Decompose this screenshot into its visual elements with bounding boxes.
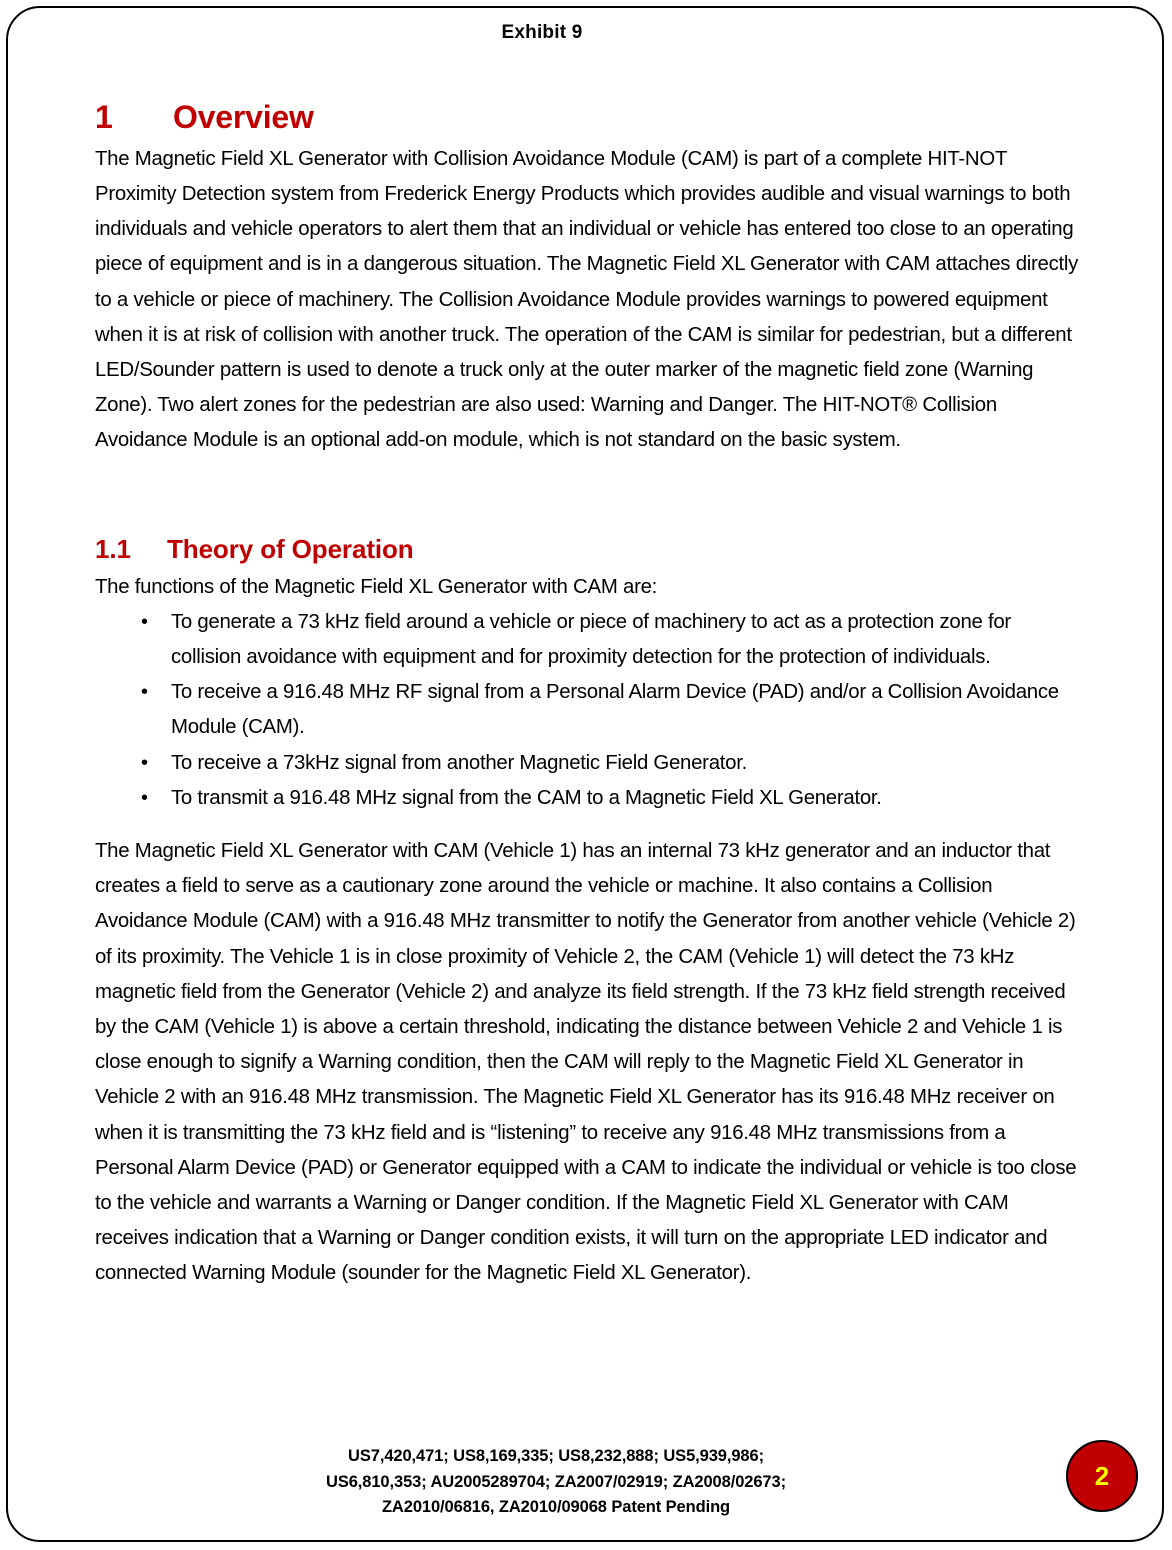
bullet-icon: • (141, 751, 148, 774)
list-item-label: To generate a 73 kHz field around a vehicle or piece of machinery to act as a protection zone for collision avoidance with equipment and for proximity detection for the protection of individuals. (171, 610, 1011, 668)
patent-line-2: US6,810,353; AU2005289704; ZA2007/02919; ZA2008/02673; (326, 1472, 786, 1491)
patent-notice (0, 1444, 1172, 1521)
list-paragraph-spacer (95, 816, 1080, 834)
page-number: 2 (1094, 1461, 1110, 1491)
section-1-1-intro: The functions of the Magnetic Field XL Generator with CAM are: (95, 575, 658, 598)
section-1-title: Overview (173, 99, 314, 135)
section-1-1-paragraph: The Magnetic Field XL Generator with CAM (Vehicle 1) has an internal 73 kHz generator and an inductor that creates a field to serve as a cautionary zone around the vehicle or machine. It also contains a Collision Avoidance Module (CAM) with a 916.48 MHz transmitter to notify the Generator from another vehicle (Vehicle 2) of its proximity. The Vehicle 1 is in close proximity of Vehicle 2, the CAM (Vehicle 1) will detect the 73 kHz magnetic field from the Generator (Vehicle 2) and analyze its field strength. If the 73 kHz field strength received by the CAM (Vehicle 1) is above a certain threshold, indicating the distance between Vehicle 2 and Vehicle 1 is close enough to signify a Warning condition, then the CAM will reply to the Magnetic Field XL Generator in Vehicle 2 with an 916.48 MHz transmission. The Magnetic Field XL Generator has its 916.48 MHz receiver on when it is transmitting the 73 kHz field and is “listening” to receive any 916.48 MHz transmissions from a Personal Alarm Device (PAD) or Generator equipped with a CAM to indicate the individual or vehicle is too close to the vehicle and warrants a Warning or Danger condition. If the Magnetic Field XL Generator with CAM receives indication that a Warning or Danger condition exists, it will turn on the appropriate LED indicator and connected Warning Module (sounder for the Magnetic Field XL Generator). (95, 839, 1077, 1285)
document-content (95, 100, 1080, 1292)
functions-bullet-list (95, 605, 1080, 816)
list-item-label: To transmit a 916.48 MHz signal from the CAM to a Magnetic Field XL Generator. (171, 786, 882, 809)
exhibit-label: Exhibit 9 (501, 22, 583, 43)
list-item (95, 675, 1080, 745)
section-1-1-title: Theory of Operation (167, 533, 414, 564)
list-item (95, 781, 1080, 816)
page-footer (0, 1422, 1172, 1532)
page-number-badge (1066, 1440, 1138, 1512)
section-1-number: 1 (95, 99, 113, 135)
list-item-label: To receive a 916.48 MHz RF signal from a Personal Alarm Device (PAD) and/or a Collision Avoidance Module (CAM). (171, 681, 1059, 739)
list-item (95, 605, 1080, 675)
patent-line-3: ZA2010/06816, ZA2010/09068 Patent Pending (381, 1498, 731, 1516)
page-header (0, 22, 1172, 44)
patent-line-1: US7,420,471; US8,169,335; US8,232,888; US5,939,986; (348, 1447, 764, 1465)
section-1-1-heading (95, 535, 1080, 565)
section-1-paragraph: The Magnetic Field XL Generator with Collision Avoidance Module (CAM) is part of a complete HIT-NOT Proximity Detection system from Frederick Energy Products which provides audible and visual warnings to both individuals and vehicle operators to alert them that an individual or vehicle has entered too close to an operating piece of equipment and is in a dangerous situation. The Magnetic Field XL Generator with CAM attaches directly to a vehicle or piece of machinery. The Collision Avoidance Module provides warnings to powered equipment when it is at risk of collision with another truck. The operation of the CAM is similar for pedestrian, but a different LED/Sounder pattern is used to denote a truck only at the outer marker of the magnetic field zone (Warning Zone). Two alert zones for the pedestrian are also used: Warning and Danger. The HIT-NOT® Collision Avoidance Module is an optional add-on module, which is not standard on the basic system. (95, 147, 1079, 452)
section-1-1-number: 1.1 (95, 533, 131, 564)
list-item-label: To receive a 73kHz signal from another Magnetic Field Generator. (171, 751, 747, 774)
bullet-icon: • (141, 610, 148, 633)
bullet-icon: • (141, 786, 148, 809)
section-spacer (95, 459, 1080, 535)
bullet-icon: • (141, 681, 148, 704)
list-item (95, 746, 1080, 781)
section-1-heading (95, 100, 1080, 136)
